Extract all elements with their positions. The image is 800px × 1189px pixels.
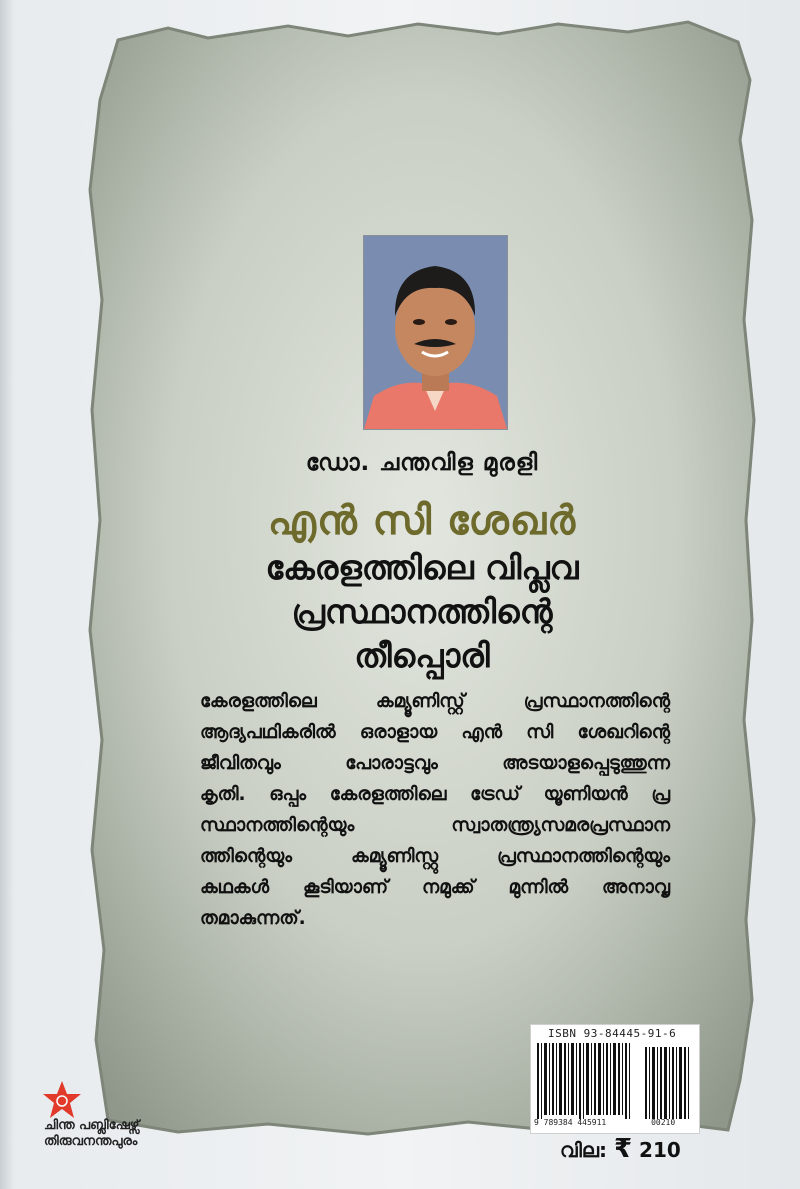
blurb-text — [200, 686, 670, 934]
author-photo — [364, 236, 507, 429]
blurb-line: ജീവിതവും പോരാട്ടവും അടയാളപ്പെടുത്തുന്ന — [200, 753, 670, 774]
blurb-line: കഥകൾ കൂടിയാണ് നമുക്ക് മുന്നിൽ അനാവൃ — [200, 877, 670, 898]
book-title: എൻ സി ശേഖർ — [267, 498, 577, 544]
blurb-line: സ്ഥാനത്തിന്റെയും സ്വാതന്ത്ര്യസമരപ്രസ്ഥാന — [200, 815, 670, 836]
rupee-symbol: ₹ — [613, 1134, 633, 1164]
isbn-label: ISBN 93-84445-91-6 — [548, 1027, 677, 1040]
price-label: വില: — [560, 1138, 607, 1162]
spine-shadow — [0, 0, 14, 1189]
publisher-star-logo-icon — [42, 1080, 82, 1120]
price — [560, 1134, 681, 1164]
barcode-number — [534, 1118, 675, 1127]
author-name: ഡോ. ചന്തവിള മുരളി — [305, 450, 539, 476]
publisher-name: ചിന്ത പബ്ലിഷേഴ്സ് — [44, 1118, 140, 1133]
blurb-line: ആദ്യപഥികരിൽ ഒരാളായ എൻ സി ശേഖറിന്റെ — [200, 722, 670, 743]
blurb-line: കേരളത്തിലെ കമ്യൂണിസ്റ്റ് പ്രസ്ഥാനത്തിന്റെ — [200, 691, 670, 712]
price-value: 210 — [639, 1138, 681, 1162]
publisher-city: തിരുവനന്തപുരം — [44, 1134, 138, 1149]
barcode-addon-digits: 00210 — [651, 1118, 676, 1127]
barcode-main-digits: 9 789384 445911 — [534, 1118, 607, 1127]
subtitle-line-2: പ്രസ്ഥാനത്തിന്റെ — [291, 592, 553, 631]
subtitle-line-3: തീപ്പൊരി — [354, 636, 490, 675]
barcode-bars — [531, 1025, 699, 1133]
blurb-line: തമാകുന്നത്. — [200, 908, 306, 929]
subtitle-line-1: കേരളത്തിലെ വിപ്ലവ — [265, 548, 579, 587]
blurb-line: കൃതി. ഒപ്പം കേരളത്തിലെ ട്രേഡ് യൂണിയൻ പ്ര — [200, 784, 670, 805]
publisher — [44, 1118, 139, 1150]
blurb-line: ത്തിന്റെയും കമ്യൂണിസ്റ്റു പ്രസ്ഥാനത്തിന്റെയും — [200, 846, 670, 867]
